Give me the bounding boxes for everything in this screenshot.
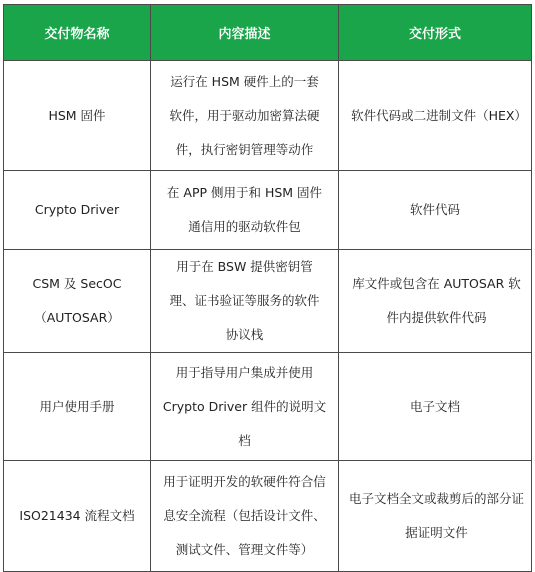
- header-delivery-form: 交付形式: [339, 5, 532, 61]
- deliverable-name: Crypto Driver: [34, 202, 120, 217]
- deliverable-name-cell: [4, 250, 151, 353]
- delivery-form-text: 电子文档全文或裁剪后的部分证据证明文件: [349, 491, 525, 540]
- delivery-form-cell: [339, 171, 532, 250]
- delivery-form-cell: [339, 61, 532, 171]
- delivery-form-cell: [339, 353, 532, 461]
- delivery-form-text: 电子文档: [409, 398, 460, 414]
- deliverables-table: [3, 4, 532, 572]
- header-row: [4, 5, 532, 61]
- table-row: [4, 250, 532, 353]
- table-row: [4, 461, 532, 572]
- description-cell: [151, 250, 339, 353]
- description-cell: [151, 171, 339, 250]
- description-text: 用于在 BSW 提供密钥管理、证书验证等服务的软件协议栈: [169, 259, 320, 342]
- deliverable-name-cell: [4, 461, 151, 572]
- table-row: [4, 353, 532, 461]
- delivery-form-text: 软件代码或二进制文件（HEX）: [351, 107, 527, 123]
- description-text: 运行在 HSM 硬件上的一套软件，用于驱动加密算法硬件，执行密钥管理等动作: [169, 73, 320, 157]
- delivery-form-cell: [339, 461, 532, 572]
- deliverable-name-cell: [4, 353, 151, 461]
- deliverable-name-cell: [4, 171, 151, 250]
- table-row: [4, 61, 532, 171]
- header-deliverable-name: 交付物名称: [4, 5, 151, 61]
- deliverable-name: HSM 固件: [48, 107, 106, 123]
- description-text: 用于指导用户集成并使用 Crypto Driver 组件的说明文档: [162, 364, 327, 448]
- description-text: 用于证明开发的软硬件符合信息安全流程（包括设计文件、测试文件、管理文件等）: [163, 474, 326, 557]
- description-cell: [151, 353, 339, 461]
- deliverable-name: 用户使用手册: [39, 398, 115, 414]
- deliverable-name: CSM 及 SecOC （AUTOSAR）: [32, 276, 122, 325]
- header-content-description: 内容描述: [151, 5, 339, 61]
- deliverable-name: ISO21434 流程文档: [19, 508, 135, 523]
- delivery-form-cell: [339, 250, 532, 353]
- description-cell: [151, 461, 339, 572]
- table-row: [4, 171, 532, 250]
- description-cell: [151, 61, 339, 171]
- description-text: 在 APP 侧用于和 HSM 固件通信用的驱动软件包: [166, 185, 323, 234]
- deliverable-name-cell: [4, 61, 151, 171]
- delivery-form-text: 软件代码: [409, 202, 460, 217]
- delivery-form-text: 库文件或包含在 AUTOSAR 软件内提供软件代码: [352, 276, 521, 325]
